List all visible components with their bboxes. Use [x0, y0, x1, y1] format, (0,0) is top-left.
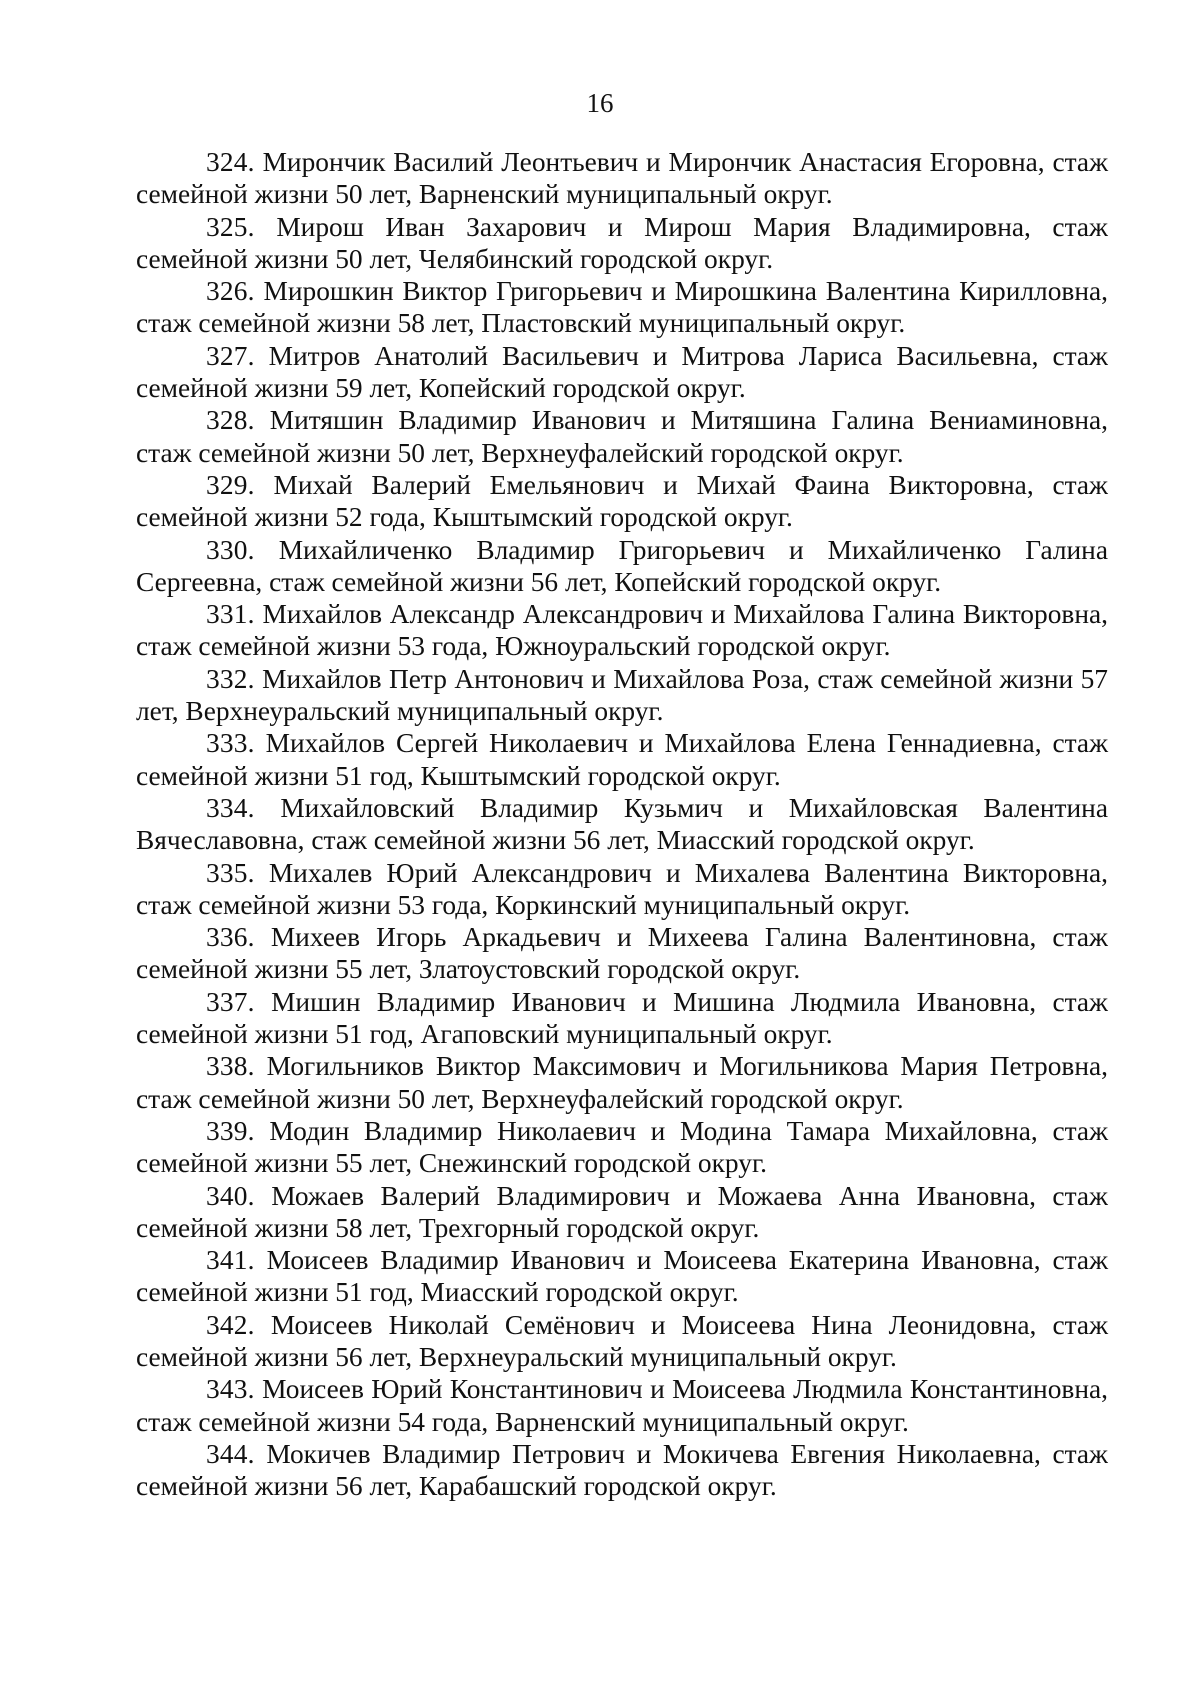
list-item: [136, 1309, 1108, 1374]
list-item-text: Михайлов Сергей Николаевич и Михайлова Елена Геннадиевна, стаж семейной жизни 51 год, Кыштымский городской округ.: [136, 728, 1108, 791]
list-item: [136, 921, 1108, 986]
list-item-text: Михалев Юрий Александрович и Михалева Валентина Викторовна, стаж семейной жизни 53 года, Коркинский муниципальный округ.: [136, 857, 1108, 920]
list-item-number: 325.: [206, 211, 255, 242]
list-item-text: Моисеев Николай Семёнович и Моисеева Нина Леонидовна, стаж семейной жизни 56 лет, Верхнеуральский муниципальный округ.: [136, 1309, 1108, 1372]
list-item: [136, 275, 1108, 340]
list-item-text: Михайловский Владимир Кузьмич и Михайловская Валентина Вячеславовна, стаж семейной жизни 56 лет, Миасский городской округ.: [136, 792, 1108, 856]
list-item: [136, 663, 1108, 728]
list-item-number: 338.: [206, 1051, 255, 1082]
list-item-number: 339.: [206, 1115, 255, 1146]
list-item: [136, 1373, 1108, 1438]
list-item-text: Мирош Иван Захарович и Мирош Мария Владимировна, стаж семейной жизни 50 лет, Челябинский городской округ.: [136, 211, 1108, 274]
list-item: [136, 1180, 1108, 1245]
list-item-number: 326.: [206, 276, 255, 307]
list-item: [136, 211, 1108, 276]
list-item: [136, 857, 1108, 922]
list-item: [136, 1244, 1108, 1309]
list-item-text: Моисеев Владимир Иванович и Моисеева Екатерина Ивановна, стаж семейной жизни 51 год, Миасский городской округ.: [136, 1245, 1108, 1308]
list-item: [136, 534, 1108, 599]
list-item-text: Михай Валерий Емельянович и Михай Фаина Викторовна, стаж семейной жизни 52 года, Кыштымский городской округ.: [136, 469, 1108, 533]
list-item-text: Модин Владимир Николаевич и Модина Тамара Михайловна, стаж семейной жизни 55 лет, Снежинский городской округ.: [136, 1115, 1108, 1179]
list-item-number: 328.: [206, 405, 255, 436]
list-item-text: Мирошкин Виктор Григорьевич и Мирошкина Валентина Кирилловна, стаж семейной жизни 58 лет, Пластовский муниципальный округ.: [136, 276, 1108, 339]
list-item-text: Михайличенко Владимир Григорьевич и Михайличенко Галина Сергеевна, стаж семейной жизни 56 лет, Копейский городской округ.: [136, 534, 1108, 597]
list-item: [136, 598, 1108, 663]
list-item: [136, 340, 1108, 405]
list-item: [136, 1050, 1108, 1115]
list-item-number: 334.: [206, 792, 255, 823]
list-item: [136, 727, 1108, 792]
award-list: [136, 146, 1108, 1502]
list-item-number: 344.: [206, 1438, 255, 1469]
list-item-number: 340.: [206, 1180, 255, 1211]
list-item-number: 329.: [206, 469, 255, 500]
list-item-text: Михайлов Петр Антонович и Михайлова Роза, стаж семейной жизни 57 лет, Верхнеуральский муниципальный округ.: [136, 663, 1108, 727]
list-item-number: 324.: [206, 147, 255, 177]
list-item: [136, 792, 1108, 857]
list-item-text: Митяшин Владимир Иванович и Митяшина Галина Вениаминовна, стаж семейной жизни 50 лет, Верхнеуфалейский городской округ.: [136, 405, 1108, 468]
list-item-number: 336.: [206, 922, 255, 953]
list-item: [136, 146, 1108, 211]
list-item-text: Митров Анатолий Васильевич и Митрова Лариса Васильевна, стаж семейной жизни 59 лет, Копейский городской округ.: [136, 340, 1108, 404]
list-item-number: 335.: [206, 857, 255, 888]
list-item: [136, 469, 1108, 534]
list-item-text: Могильников Виктор Максимович и Могильникова Мария Петровна, стаж семейной жизни 50 лет, Верхнеуфалейский городской округ.: [136, 1051, 1108, 1114]
list-item: [136, 404, 1108, 469]
list-item-number: 337.: [206, 986, 255, 1017]
list-item-number: 331.: [206, 599, 255, 630]
list-item-number: 343.: [206, 1374, 255, 1405]
list-item-text: Мокичев Владимир Петрович и Мокичева Евгения Николаевна, стаж семейной жизни 56 лет, Карабашский городской округ.: [136, 1438, 1108, 1502]
list-item-number: 332.: [206, 663, 255, 694]
list-item-text: Можаев Валерий Владимирович и Можаева Анна Ивановна, стаж семейной жизни 58 лет, Трехгорный городской округ.: [136, 1180, 1108, 1243]
list-item-number: 342.: [206, 1309, 255, 1340]
list-item: [136, 986, 1108, 1051]
page-number: 16: [586, 88, 614, 118]
list-item-number: 341.: [206, 1245, 255, 1276]
list-item-text: Моисеев Юрий Константинович и Моисеева Людмила Константиновна, стаж семейной жизни 54 года, Варненский муниципальный округ.: [136, 1374, 1108, 1437]
list-item-text: Михеев Игорь Аркадьевич и Михеева Галина Валентиновна, стаж семейной жизни 55 лет, Златоустовский городской округ.: [136, 922, 1108, 985]
list-item-number: 333.: [206, 728, 255, 759]
list-item-number: 327.: [206, 340, 255, 371]
list-item: [136, 1115, 1108, 1180]
list-item-text: Мишин Владимир Иванович и Мишина Людмила Ивановна, стаж семейной жизни 51 год, Агаповский муниципальный округ.: [136, 986, 1108, 1050]
list-item: [136, 1438, 1108, 1503]
list-item-number: 330.: [206, 534, 255, 565]
list-item-text: Михайлов Александр Александрович и Михайлова Галина Викторовна, стаж семейной жизни 53 года, Южноуральский городской округ.: [136, 599, 1108, 662]
list-item-text: Мирончик Василий Леонтьевич и Мирончик Анастасия Егоровна, стаж семейной жизни 50 лет, Варненский муниципальный округ.: [136, 147, 1108, 210]
